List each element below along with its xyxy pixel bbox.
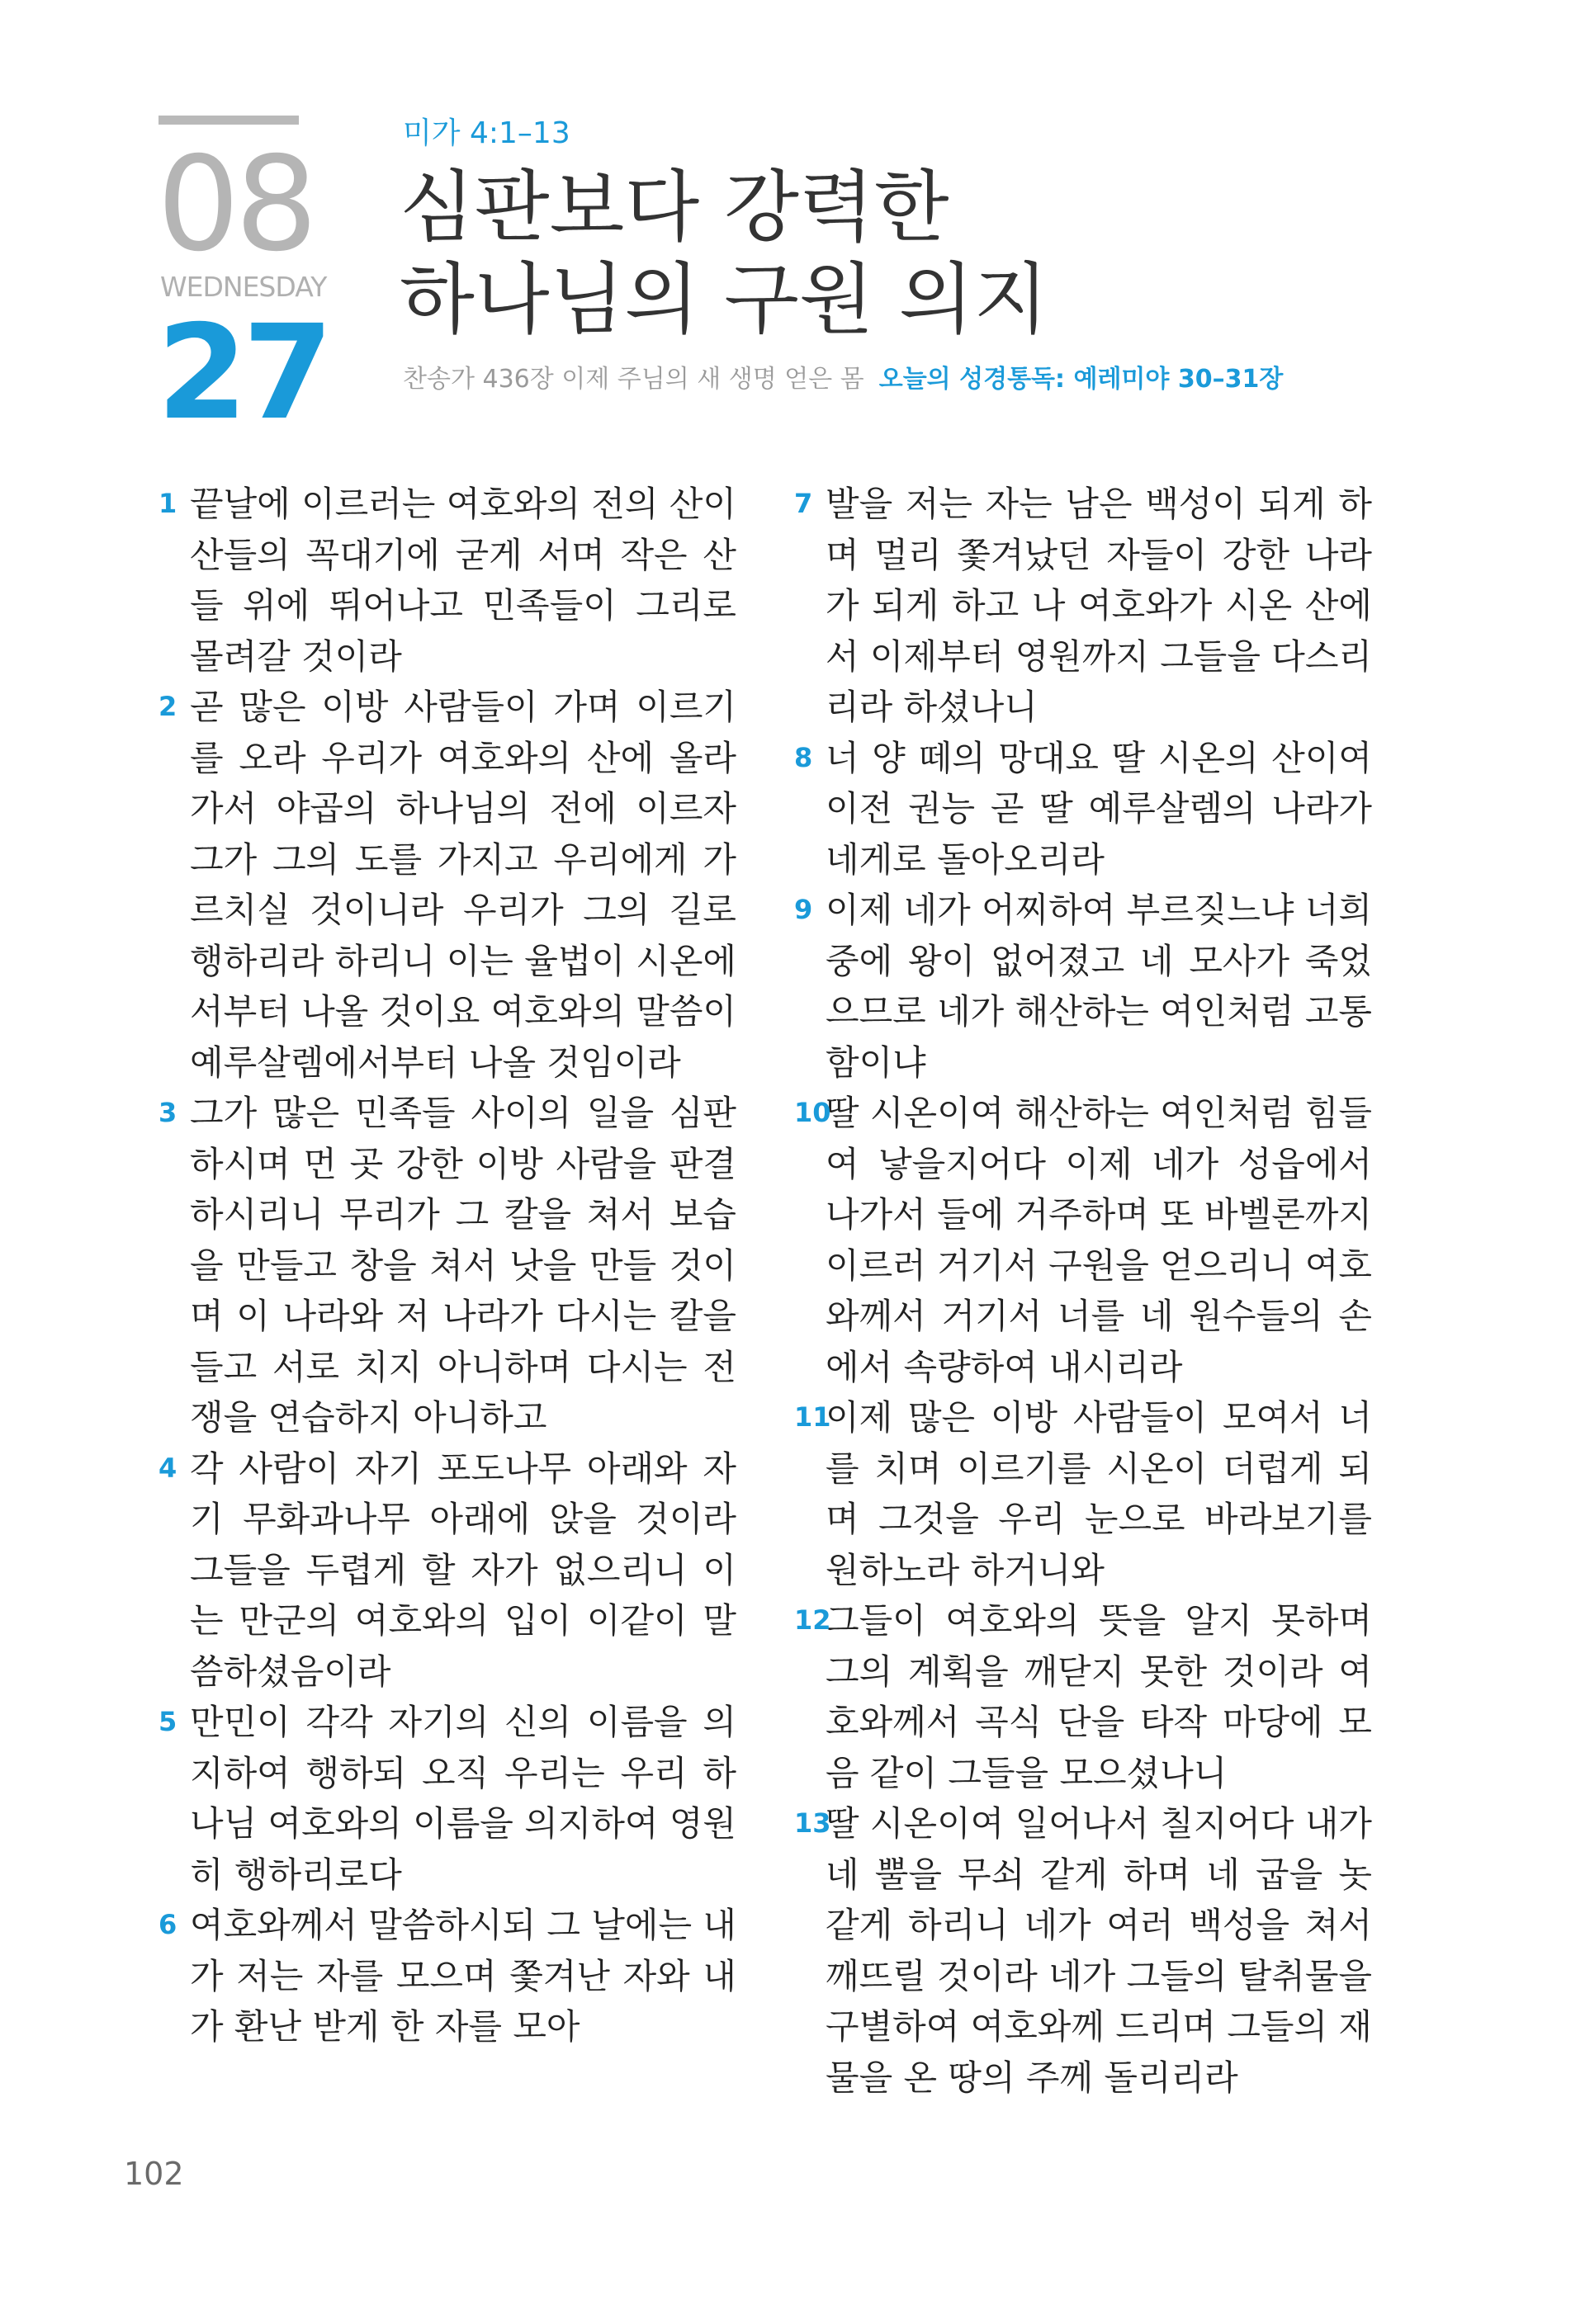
verse-text: 딸 시온이여 해산하는 여인처럼 힘들여 낳을지어다 이제 네가 성읍에서 나가서 들에 거주하며 또 바벨론까지 이르러 거기서 구원을 얻으리니 여호와께서 거기서 너를 네 원수들의 손에서 속량하여 내시리라 bbox=[826, 1093, 1372, 1387]
verse bbox=[794, 1392, 1372, 1595]
verses-column-left bbox=[158, 479, 736, 2052]
verse-number: 13 bbox=[794, 1807, 831, 1839]
verse-text: 너 양 떼의 망대요 딸 시온의 산이여 이전 권능 곧 딸 예루살렘의 나라가 네게로 돌아오리라 bbox=[826, 737, 1372, 880]
verse-number: 12 bbox=[794, 1604, 831, 1636]
verse-text: 이제 네가 어찌하여 부르짖느냐 너희 중에 왕이 없어졌고 네 모사가 죽었으므로 네가 해산하는 여인처럼 고통함이냐 bbox=[826, 890, 1372, 1083]
scripture-reference: 미가 4:1–13 bbox=[403, 116, 570, 150]
verse bbox=[794, 885, 1372, 1088]
verse-number: 1 bbox=[158, 488, 177, 519]
title-line-2: 하나님의 구원 의지 bbox=[400, 255, 1049, 345]
verse bbox=[794, 1088, 1372, 1392]
verse bbox=[158, 682, 736, 1088]
date-month: 08 bbox=[157, 129, 314, 281]
page-title bbox=[400, 162, 1473, 347]
verse-number: 11 bbox=[794, 1401, 831, 1433]
verse-number: 5 bbox=[158, 1706, 177, 1737]
verse-text: 여호와께서 말씀하시되 그 날에는 내가 저는 자를 모으며 쫓겨난 자와 내가 환난 받게 한 자를 모아 bbox=[190, 1905, 736, 2047]
verse bbox=[794, 733, 1372, 886]
verse-text: 만민이 각각 자기의 신의 이름을 의지하여 행하되 오직 우리는 우리 하나님 여호와의 이름을 의지하여 영원히 행하리로다 bbox=[190, 1702, 736, 1895]
verse-number: 7 bbox=[794, 488, 813, 519]
verse bbox=[794, 1798, 1372, 2103]
subline bbox=[403, 363, 1283, 396]
date-weekday: WEDNESDAY bbox=[160, 271, 327, 303]
page-number: 102 bbox=[124, 2156, 184, 2192]
verse-number: 10 bbox=[794, 1097, 831, 1128]
verse-number: 9 bbox=[794, 894, 813, 925]
verse bbox=[158, 1443, 736, 1698]
verse bbox=[794, 479, 1372, 733]
verse bbox=[158, 479, 736, 682]
verse bbox=[794, 1595, 1372, 1798]
date-day: 27 bbox=[157, 297, 329, 449]
title-line-1: 심판보다 강력한 bbox=[400, 163, 949, 253]
verse-text: 이제 많은 이방 사람들이 모여서 너를 치며 이르기를 시온이 더럽게 되며 그것을 우리 눈으로 바라보기를 원하노라 하거니와 bbox=[826, 1397, 1372, 1590]
verse-number: 8 bbox=[794, 741, 813, 773]
verse-number: 4 bbox=[158, 1452, 177, 1484]
verse-number: 6 bbox=[158, 1909, 177, 1940]
verse-text: 그가 많은 민족들 사이의 일을 심판하시며 먼 곳 강한 이방 사람을 판결하시리니 무리가 그 칼을 쳐서 보습을 만들고 창을 쳐서 낫을 만들 것이며 이 나라와 저 나라가 다시는 칼을 들고 서로 치지 아니하며 다시는 전쟁을 연습하지 아니하고 bbox=[190, 1093, 736, 1438]
hymn-text: 찬송가 436장 이제 주님의 새 생명 얻은 몸 bbox=[403, 365, 864, 394]
verse bbox=[158, 1088, 736, 1443]
verse-text: 발을 저는 자는 남은 백성이 되게 하며 멀리 쫓겨났던 자들이 강한 나라가 되게 하고 나 여호와가 시온 산에서 이제부터 영원까지 그들을 다스리리라 하셨나니 bbox=[826, 484, 1372, 727]
verse bbox=[158, 1900, 736, 2052]
verse bbox=[158, 1697, 736, 1900]
verse-text: 각 사람이 자기 포도나무 아래와 자기 무화과나무 아래에 앉을 것이라 그들을 두렵게 할 자가 없으리니 이는 만군의 여호와의 입이 이같이 말씀하셨음이라 bbox=[190, 1448, 736, 1692]
reading-plan: 오늘의 성경통독: 예레미야 30–31장 bbox=[878, 365, 1284, 394]
verse-text: 곧 많은 이방 사람들이 가며 이르기를 오라 우리가 여호와의 산에 올라가서 야곱의 하나님의 전에 이르자 그가 그의 도를 가지고 우리에게 가르치실 것이니라 우리가 그의 길로 행하리라 하리니 이는 율법이 시온에서부터 나올 것이요 여호와의 말씀이 예루살렘에서부터 나올 것임이라 bbox=[190, 687, 736, 1083]
verse-number: 2 bbox=[158, 691, 177, 722]
verse-number: 3 bbox=[158, 1097, 177, 1128]
date-rule bbox=[158, 116, 299, 125]
verse-text: 그들이 여호와의 뜻을 알지 못하며 그의 계획을 깨닫지 못한 것이라 여호와께서 곡식 단을 타작 마당에 모음 같이 그들을 모으셨나니 bbox=[826, 1600, 1372, 1793]
verses-column-right bbox=[794, 479, 1372, 2103]
verse-text: 딸 시온이여 일어나서 칠지어다 내가 네 뿔을 무쇠 같게 하며 네 굽을 놋 같게 하리니 네가 여러 백성을 쳐서 깨뜨릴 것이라 네가 그들의 탈취물을 구별하여 여호와께 드리며 그들의 재물을 온 땅의 주께 돌리리라 bbox=[826, 1803, 1372, 2098]
verse-text: 끝날에 이르러는 여호와의 전의 산이 산들의 꼭대기에 굳게 서며 작은 산들 위에 뛰어나고 민족들이 그리로 몰려갈 것이라 bbox=[190, 484, 736, 677]
